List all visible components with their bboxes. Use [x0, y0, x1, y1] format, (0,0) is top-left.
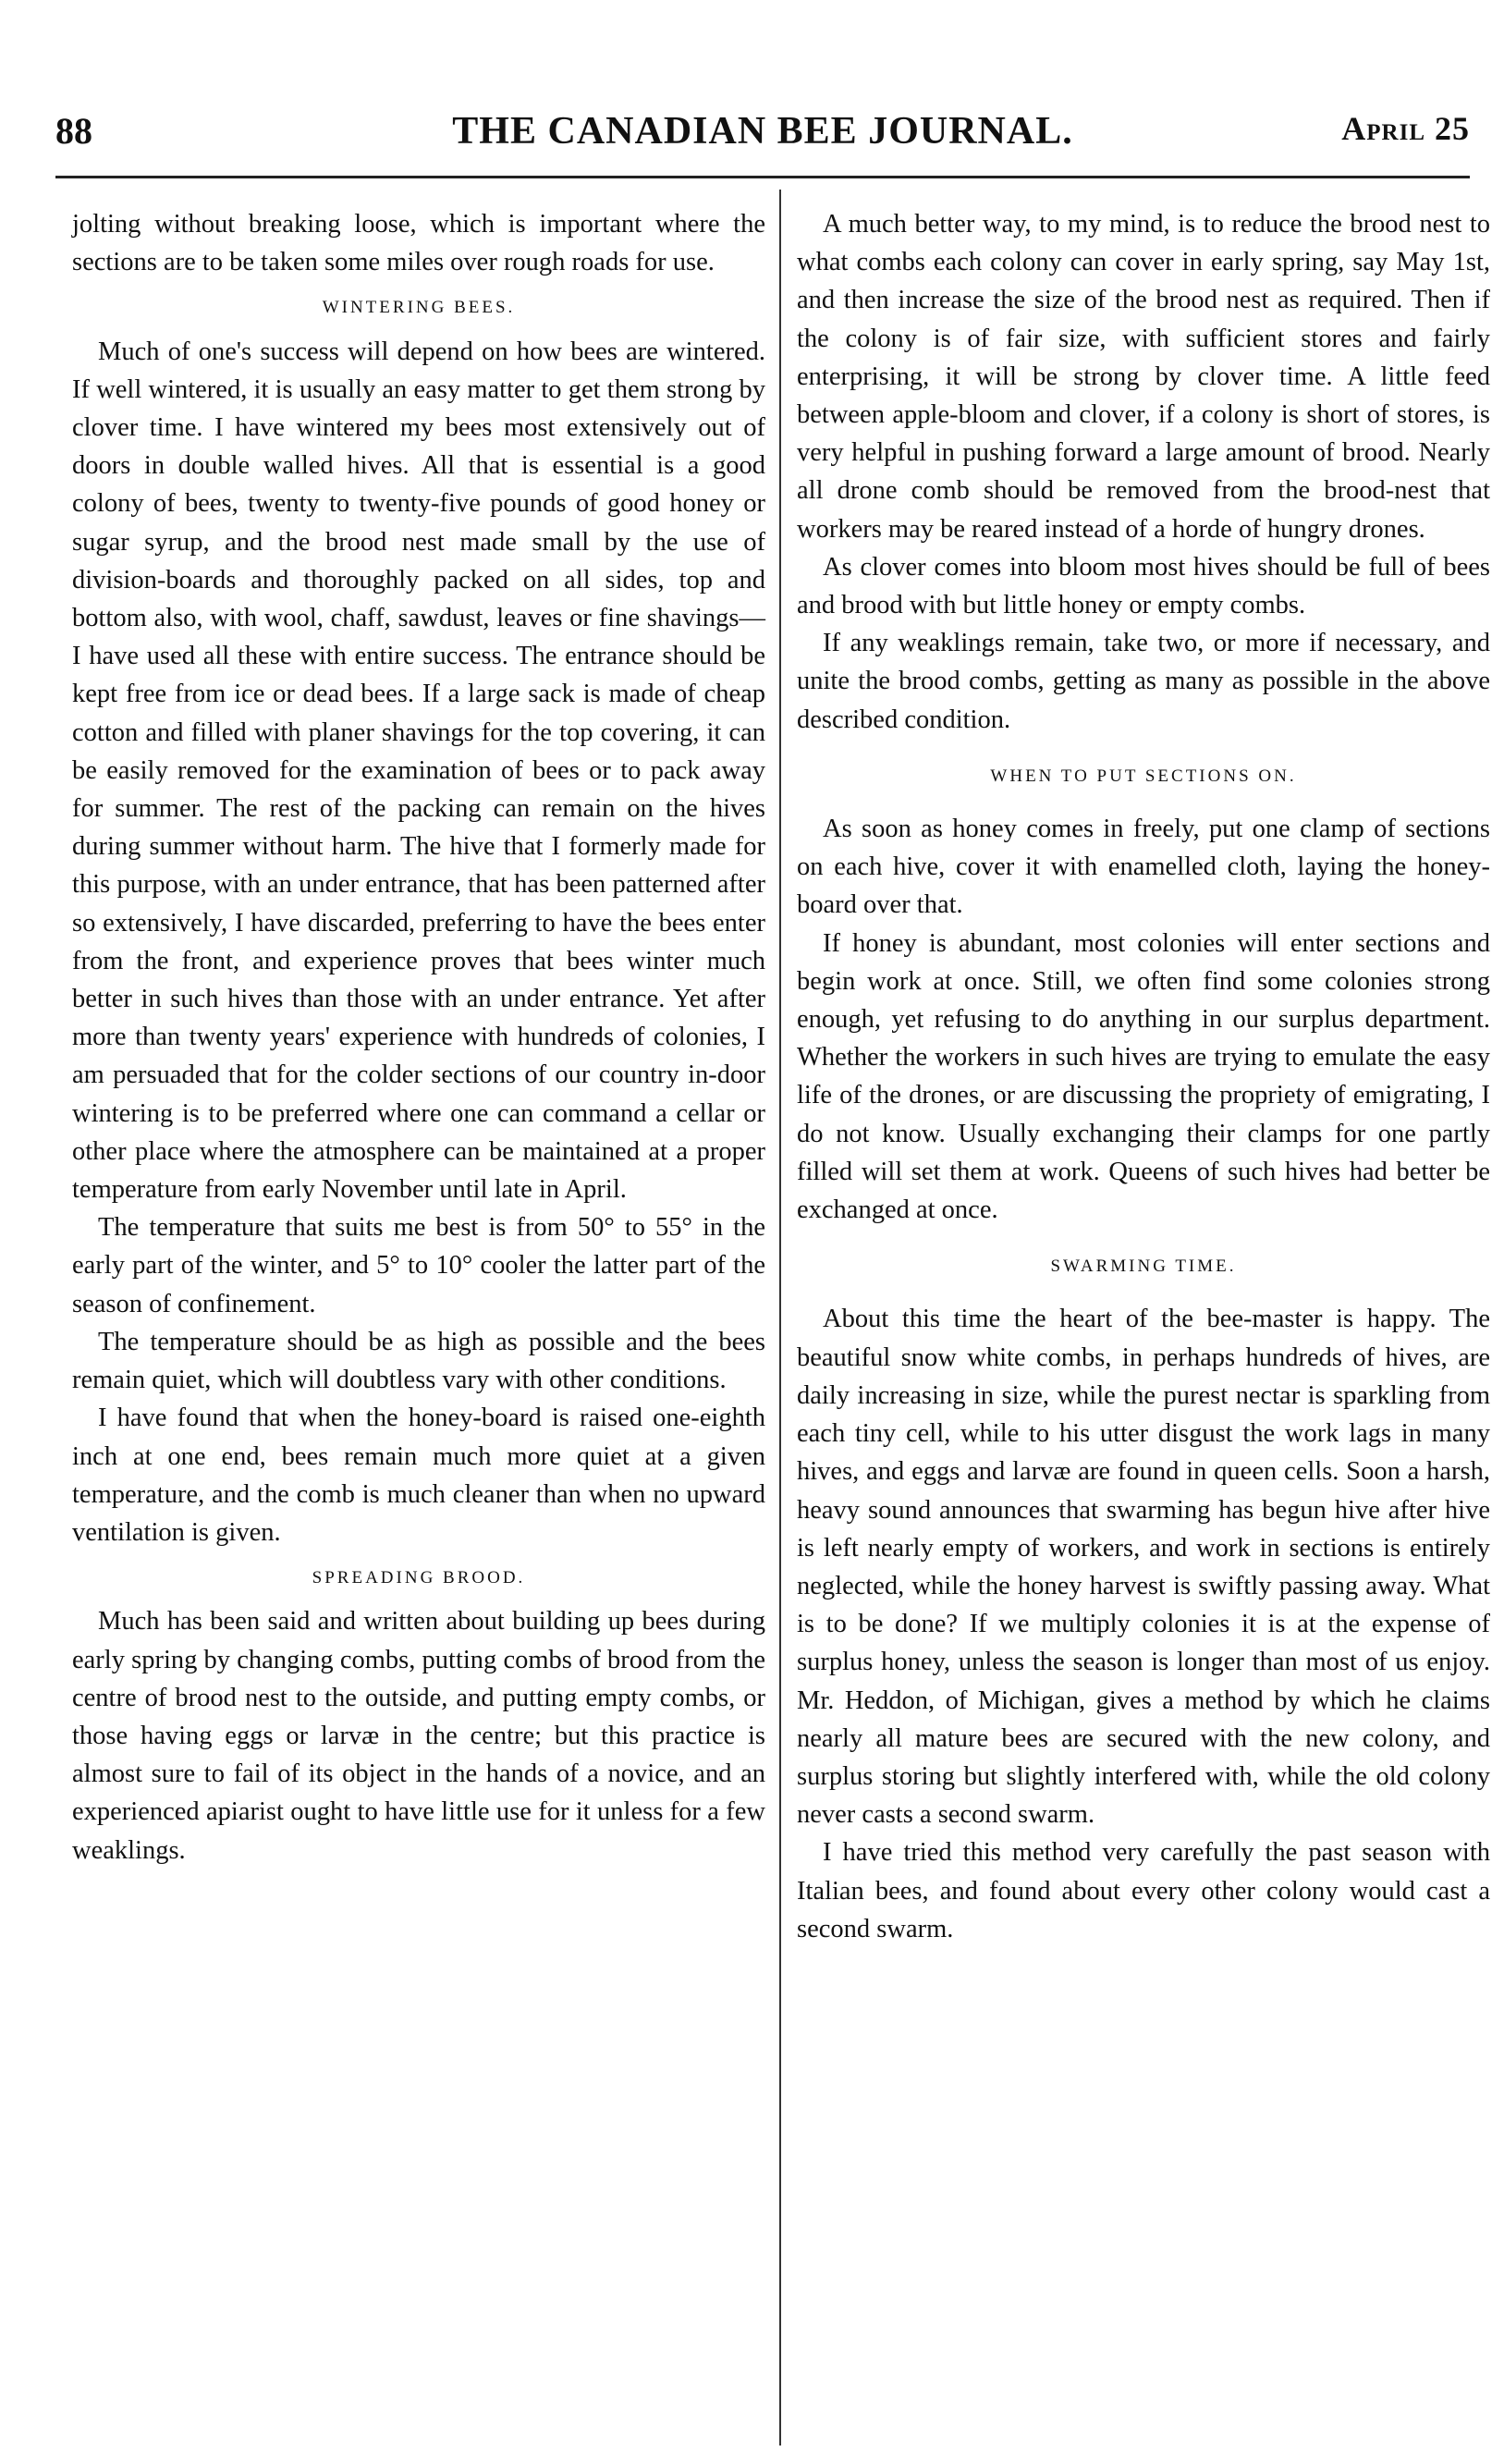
- header-rule: [55, 176, 1470, 178]
- page-header: [55, 109, 1470, 165]
- right-column: [797, 205, 1490, 1948]
- issue-date: April 25: [1341, 110, 1470, 147]
- page-number: 88: [55, 110, 92, 152]
- section-heading-wintering-bees: WINTERING BEES.: [322, 298, 516, 318]
- paragraph: The temperature that suits me best is from 50° to 55° in the early part of the winter, and 5° to 10° cooler the latter part of the season of confinement.: [72, 1213, 765, 1318]
- section-heading-when-to-put-sections-on: WHEN TO PUT SECTIONS ON.: [990, 766, 1297, 786]
- paragraph: I have tried this method very carefully the past season with Italian bees, and found about every other colony would cast a second swarm.: [797, 1838, 1490, 1943]
- column-divider: [779, 190, 781, 2446]
- paragraph: If honey is abundant, most colonies will enter sections and begin work at once. Still, we often find some colonies strong enough, yet refusing to do anything in our surplus department. Whether the workers in such hives are trying to emulate the easy life of the drones, or are discussing the propriety of emigrating, I do not know. Usually exchanging their clamps for one partly filled will set them at work. Queens of such hives had better be exchanged at once.: [797, 928, 1490, 1225]
- paragraph: If any weaklings remain, take two, or more if necessary, and unite the brood combs, getting as many as possible in the above described condition.: [797, 629, 1490, 734]
- section-heading-spreading-brood: SPREADING BROOD.: [312, 1568, 526, 1588]
- paragraph: A much better way, to my mind, is to reduce the brood nest to what combs each colony can cover in early spring, say May 1st, and then increase the size of the brood nest as required. Then if the colony is of fair size, with sufficient stores and fairly enterprising, it will be strong by clover time. A little feed between apple-bloom and clover, if a colony is short of stores, is very helpful in pushing forward a large amount of brood. Nearly all drone comb should be removed from the brood-nest that workers may be reared instead of a horde of hungry drones.: [797, 210, 1490, 544]
- paragraph: The temperature should be as high as possible and the bees remain quiet, which will doubtless vary with other conditions.: [72, 1327, 765, 1395]
- paragraph: Much of one's success will depend on how bees are wintered. If well wintered, it is usually an easy matter to get them strong by clover time. I have wintered my bees most extensively out of doors in double walled hives. All that is essential is a good colony of bees, twenty to twenty-five pounds of good honey or sugar syrup, and the brood nest made small by the use of division-boards and thoroughly packed on all sides, top and bottom also, with wool, chaff, sawdust, leaves or fine shavings—I have used all these with entire success. The entrance should be kept free from ice or dead bees. If a large sack is made of cheap cotton and filled with planer shavings for the top covering, it can be easily removed for the examination of bees or to pack away for summer. The rest of the packing can remain on the hives during summer without harm. The hive that I formerly made for this purpose, with an under entrance, that has been patterned after so extensively, I have discarded, preferring to have the bees enter from the front, and experience proves that bees winter much better in such hives than those with an under entrance. Yet after more than twenty years' experience with hundreds of colonies, I am persuaded that for the colder sections of our country in-door wintering is to be preferred where one can command a cellar or other place where the atmosphere can be maintained at a proper temperature from early November until late in April.: [72, 337, 765, 1205]
- paragraph: As clover comes into bloom most hives should be full of bees and brood with but little honey or empty combs.: [797, 552, 1490, 620]
- left-column: [72, 205, 765, 1869]
- paragraph: About this time the heart of the bee-master is happy. The beautiful snow white combs, in perhaps hundreds of hives, are daily increasing in size, while the purest nectar is sparkling from each tiny cell, while to his utter disgust the work lags in many hives, and eggs and larvæ are found in queen cells. Soon a harsh, heavy sound announces that swarming has begun hive after hive is left nearly empty of workers, and work in sections is entirely neglected, while the honey harvest is swiftly passing away. What is to be done? If we multiply colonies it is at the expense of surplus honey, unless the season is longer than most of us enjoy. Mr. Heddon, of Michigan, gives a method by which he claims nearly all mature bees are secured with the new colony, and surplus storing but slightly interfered with, while the old colony never casts a second swarm.: [797, 1305, 1490, 1830]
- paragraph: jolting without breaking loose, which is important where the sections are to be taken some miles over rough roads for use.: [72, 210, 765, 277]
- journal-title: THE CANADIAN BEE JOURNAL.: [452, 110, 1073, 153]
- paragraph: I have found that when the honey-board is raised one-eighth inch at one end, bees remain much more quiet at a given temperature, and the comb is much cleaner than when no upward ventilation is given.: [72, 1404, 765, 1547]
- paragraph: As soon as honey comes in freely, put one clamp of sections on each hive, cover it with enamelled cloth, laying the honey-board over that.: [797, 815, 1490, 920]
- paragraph: Much has been said and written about building up bees during early spring by changing combs, putting combs of brood from the centre of brood nest to the outside, and putting empty combs, or those having eggs or larvæ in the centre; but this practice is almost sure to fail of its object in the hands of a novice, and an experienced apiarist ought to have little use for it unless for a few weaklings.: [72, 1607, 765, 1865]
- section-heading-swarming-time: SWARMING TIME.: [1050, 1257, 1237, 1277]
